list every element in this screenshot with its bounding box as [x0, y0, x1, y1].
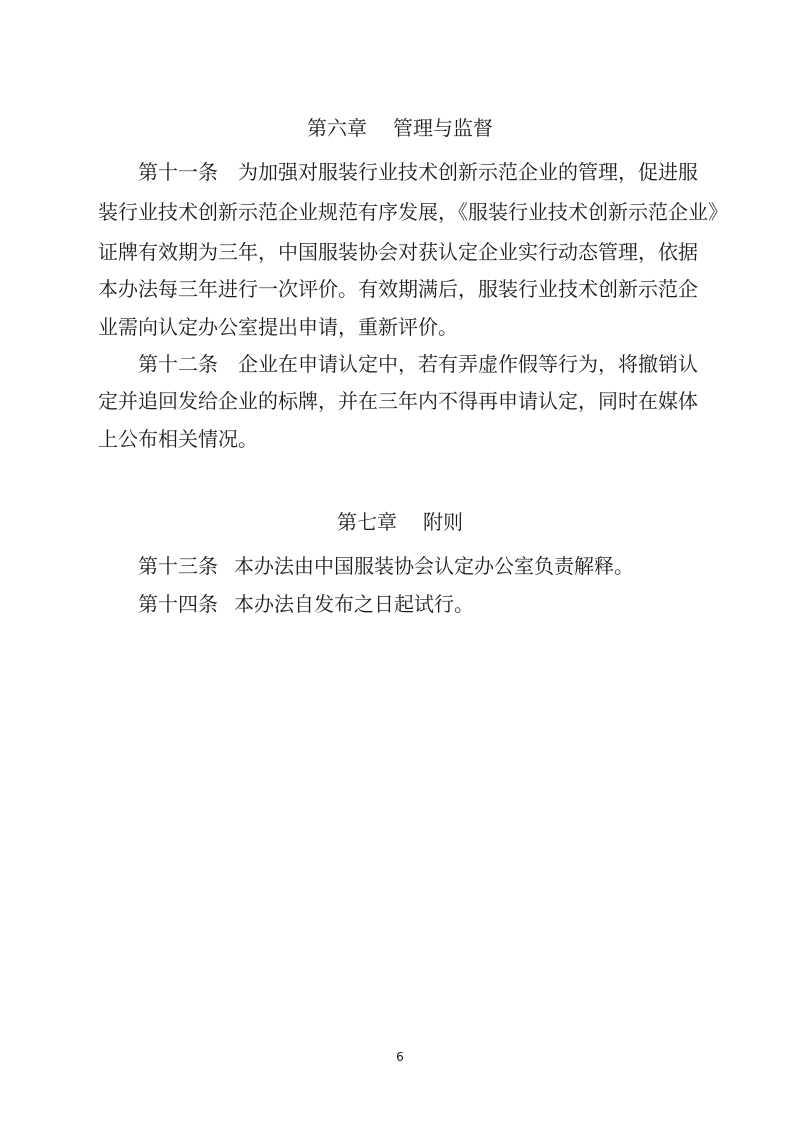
article-11-line-4: 本办法每三年进行一次评价。有效期满后，服装行业技术创新示范企 — [98, 277, 698, 301]
article-13-text: 本办法由中国服装协会认定办公室负责解释。 — [234, 554, 634, 578]
article-12-line-2: 定并追回发给企业的标牌，并在三年内不得再申请认定，同时在媒体 — [98, 389, 698, 413]
article-11-line-2: 装行业技术创新示范企业规范有序发展，《服装行业技术创新示范企业》 — [98, 200, 728, 224]
article-14-text: 本办法自发布之日起试行。 — [234, 592, 474, 616]
article-13 — [138, 552, 634, 580]
article-11-line-5: 业需向认定办公室提出申请，重新评价。 — [98, 315, 458, 339]
article-12-line-3: 上公布相关情况。 — [98, 427, 258, 451]
chapter-7-number: 第七章 — [337, 510, 397, 534]
article-12-line-1 — [138, 350, 698, 378]
chapter-6-title: 管理与监督 — [393, 116, 493, 140]
chapter-7-heading — [0, 508, 800, 536]
article-14 — [138, 590, 474, 618]
chapter-6-number: 第六章 — [307, 116, 367, 140]
article-11-line-1 — [138, 158, 698, 186]
article-14-label: 第十四条 — [138, 592, 218, 616]
chapter-7-title: 附则 — [423, 510, 463, 534]
article-11-label: 第十一条 — [138, 160, 218, 184]
article-13-label: 第十三条 — [138, 554, 218, 578]
article-12-label: 第十二条 — [138, 352, 218, 376]
article-11-line-3: 证牌有效期为三年，中国服装协会对获认定企业实行动态管理，依据 — [98, 240, 698, 264]
article-12-text-1: 企业在申请认定中，若有弄虚作假等行为，将撤销认 — [238, 352, 698, 376]
article-11-text-1: 为加强对服装行业技术创新示范企业的管理，促进服 — [238, 160, 698, 184]
chapter-6-heading — [0, 114, 800, 142]
page-number: 6 — [396, 1050, 404, 1064]
